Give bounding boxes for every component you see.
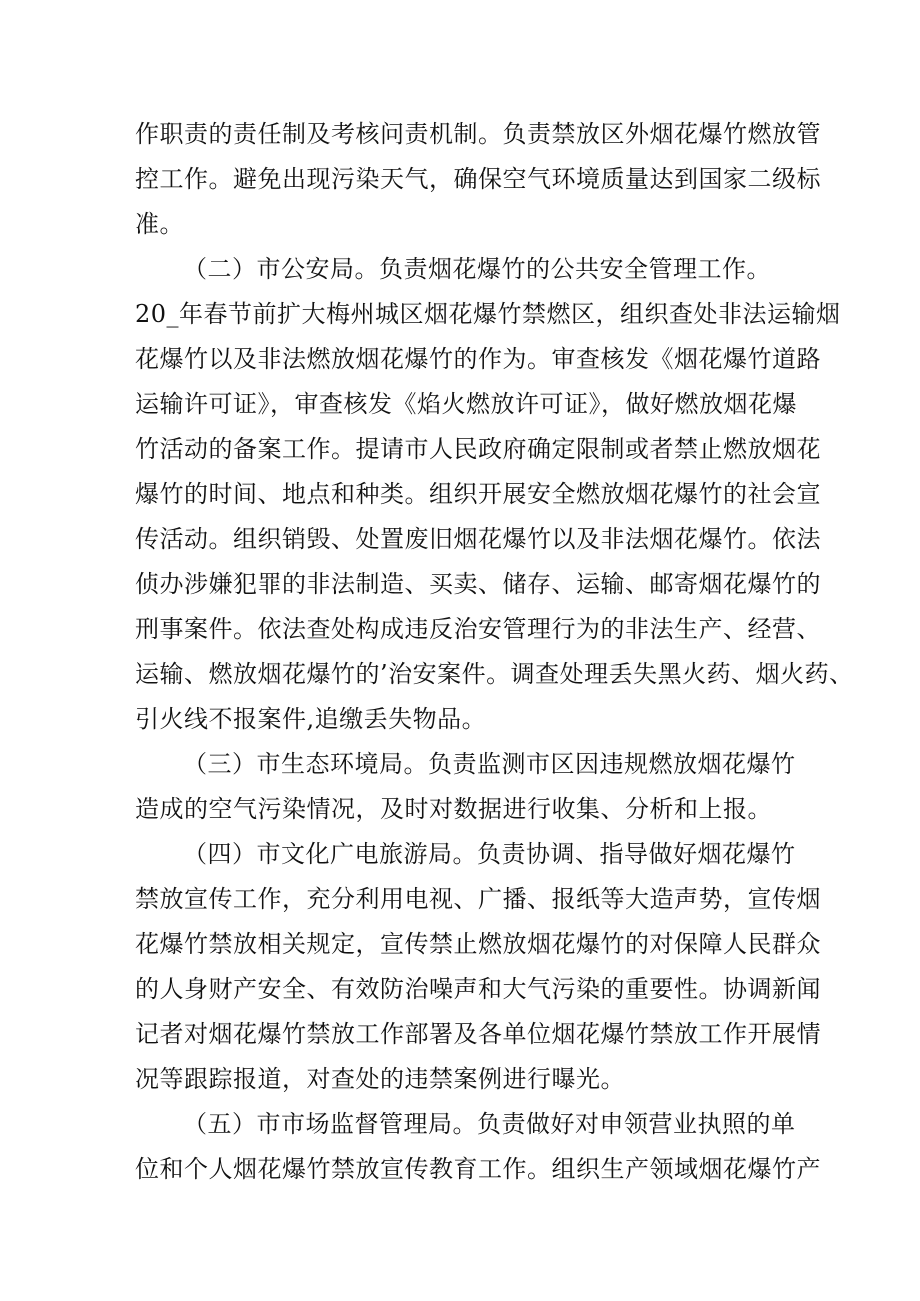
text-line: 爆竹的时间、地点和种类。组织开展安全燃放烟花爆竹的社会宣: [135, 480, 821, 508]
paragraph: [135, 742, 796, 832]
paragraph: [135, 1102, 821, 1192]
text-line: 竹活动的备案工作。提请市人民政府确定限制或者禁止燃放烟花: [135, 435, 821, 463]
text-line: 位和个人烟花爆竹禁放宣传教育工作。组织生产领域烟花爆竹产: [135, 1155, 821, 1183]
paragraph: [135, 112, 821, 247]
text-line: 造成的空气污染情况，及时对数据进行收集、分析和上报。: [135, 795, 772, 823]
text-line: 侦办涉嫌犯罪的非法制造、买卖、储存、运输、邮寄烟花爆竹的: [135, 570, 821, 598]
text-line: 作职责的责任制及考核问责机制。负责禁放区外烟花爆竹燃放管: [135, 120, 821, 148]
text-line: 的人身财产安全、有效防治噪声和大气污染的重要性。协调新闻: [135, 975, 821, 1003]
text-line: 运输、燃放烟花爆竹的’治安案件。调查处理丢失黑火药、烟火药、: [135, 660, 854, 688]
text-line: 传活动。组织销毁、处置废旧烟花爆竹以及非法烟花爆竹。依法: [135, 525, 821, 553]
text-line: 控工作。避免出现污染天气，确保空气环境质量达到国家二级标: [135, 165, 821, 193]
paragraph-heading-line: （二）市公安局。负责烟花爆竹的公共安全管理工作。: [183, 255, 771, 283]
paragraph-heading-line: （四）市文化广电旅游局。负责协调、指导做好烟花爆竹: [183, 840, 796, 868]
paragraph: [135, 247, 854, 742]
text-line: 禁放宣传工作，充分利用电视、广播、报纸等大造声势，宣传烟: [135, 885, 821, 913]
paragraph-heading-line: （五）市市场监督管理局。负责做好对申领营业执照的单: [183, 1110, 796, 1138]
paragraph: [135, 832, 821, 1102]
text-line: 引火线不报案件,追缴丢失物品。: [135, 705, 487, 733]
text-line: 记者对烟花爆竹禁放工作部署及各单位烟花爆竹禁放工作开展情: [135, 1020, 821, 1048]
text-line: 花爆竹禁放相关规定，宣传禁止燃放烟花爆竹的对保障人民群众: [135, 930, 821, 958]
document-body: [135, 112, 854, 1192]
text-line: 20_年春节前扩大梅州城区烟花爆竹禁燃区，组织查处非法运输烟: [135, 300, 841, 328]
text-line: 花爆竹以及非法燃放烟花爆竹的作为。审查核发《烟花爆竹道路: [135, 345, 821, 373]
text-line: 刑事案件。依法查处构成违反治安管理行为的非法生产、经营、: [135, 615, 821, 643]
paragraph-heading-line: （三）市生态环境局。负责监测市区因违规燃放烟花爆竹: [183, 750, 796, 778]
text-line: 准。: [135, 210, 184, 238]
text-line: 况等跟踪报道，对查处的违禁案例进行曝光。: [135, 1065, 625, 1093]
text-line: 运输许可证》，审查核发《焰火燃放许可证》，做好燃放烟花爆: [135, 390, 797, 418]
